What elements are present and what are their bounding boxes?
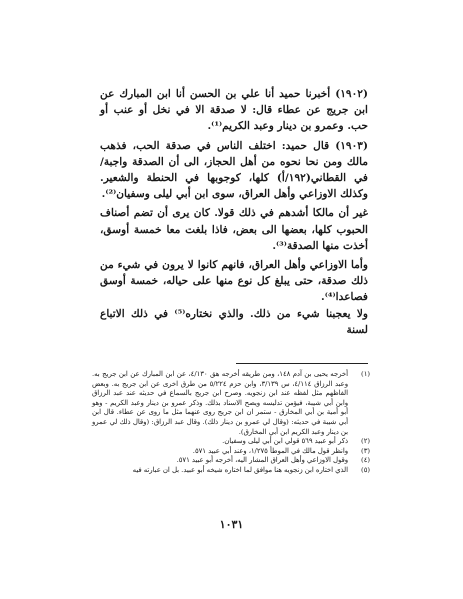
paragraph-malik: غير أن مالكا أشدهم في ذلك قولا. كان يرى أن تضم أصناف الحبوب كلها، بعضها الى بعض، فاذا بلغت معا خمسة أوسق، أخذت منها الصدقة⁽³⁾.: [100, 207, 368, 252]
footnote: [92, 456, 370, 466]
footnote: [92, 466, 370, 476]
paragraph-awzai: وأما الاوزاعي وأهل العراق، فانهم كانوا لا يرون في شيء من ذلك صدقة، حتى يبلغ كل نوع منها على حياله، خمسة أوسق فصاعدا⁽⁴⁾.: [100, 259, 368, 304]
footnote: [92, 437, 370, 447]
footnote-divider: [236, 363, 368, 364]
footnote-text: أخرجه يحيى بن آدم ١٤٨، ومن طريقه أخرجه هق ٤/١٣٠، عن ابن المبارك عن ابن جريج به. وعبد الرزاق ٤/١١٤، س ٣/١٣٩، وابن حزم ٥/٢٢٤ من طرق اخرى عن ابن جريج به. وبعض الفاظهم مثل لفظه عند ابن زنجويه. وصرح ابن جريج بالسماع في حديثه عند عبد الرزاق وابن أبي شيبة، فيؤمن تدليسه ويصح الاسناد بذلك. وذكر عمرو بن دينار وعبد الكريم - وهو أبو أمية بن أبي المخارق - ستمر ان ابن جريج روى عنهما مثل ما روى عن عطاء. قال ابن أبي شيبة في حديثه: (وقال لي عمرو بن دينار ذلك). وقال عبد الرزاق: (وقال ذلك لي عمرو بن دينار وعبد الكريم ابن أبي المخارق).: [92, 370, 348, 436]
footnote-text: ذكر أبو عبيد ٥٦٩ قولي ابن أبي ليلى وسفيان.: [222, 437, 348, 446]
footnote-text: وانظر قول مالك في الموطأ ١/٢٧٥، وعند أبي عبيد ٥٧١.: [192, 446, 348, 455]
footnotes: [92, 370, 370, 476]
paragraph-1903: (١٩٠٣) قال حميد: اختلف الناس في صدقة الحب، فذهب مالك ومن نحا نحوه من أهل الحجاز، الى أن الصدقة واجبة/ في القطاني(١٩٢/أ) كلها، كوجوبها في الحنطة والشعير. وكذلك الاوزاعي وأهل العراق، سوى ابن أبي ليلى وسفيان⁽²⁾.: [100, 139, 368, 201]
main-text: [100, 86, 368, 338]
footnote: [92, 370, 370, 437]
footnote-text: الذي اختاره ابن زنجويه هنا موافق لما اختاره شيخه أبو عبيد. بل ان عبارته فيه: [132, 465, 348, 474]
footnote: [92, 447, 370, 457]
footnote-number: (٣): [361, 446, 370, 455]
paragraph-1902: (١٩٠٢) أخبرنا حميد أنا علي بن الحسن أنا ابن المبارك عن ابن جريج عن عطاء قال: لا صدقة الا في نخل أو عنب أو حب. وعمرو بن دينار وعبد الكريم⁽¹⁾.: [100, 88, 368, 133]
footnote-number: (٤): [361, 456, 370, 465]
footnote-text: وقول الاوزاعي وأهل العراق المشار اليه، أخرجه أبو عبيد ٥٧١.: [176, 456, 348, 465]
footnote-number: (٥): [361, 465, 370, 474]
page-number: ١٠٣١: [219, 518, 244, 531]
footnote-number: (٢): [361, 437, 370, 446]
footnote-number: (١): [361, 370, 370, 378]
paragraph-choice: ولا يعجبنا شيء من ذلك. والذي نختاره⁽⁵⁾ في ذلك الاتباع لسنة: [100, 307, 368, 336]
